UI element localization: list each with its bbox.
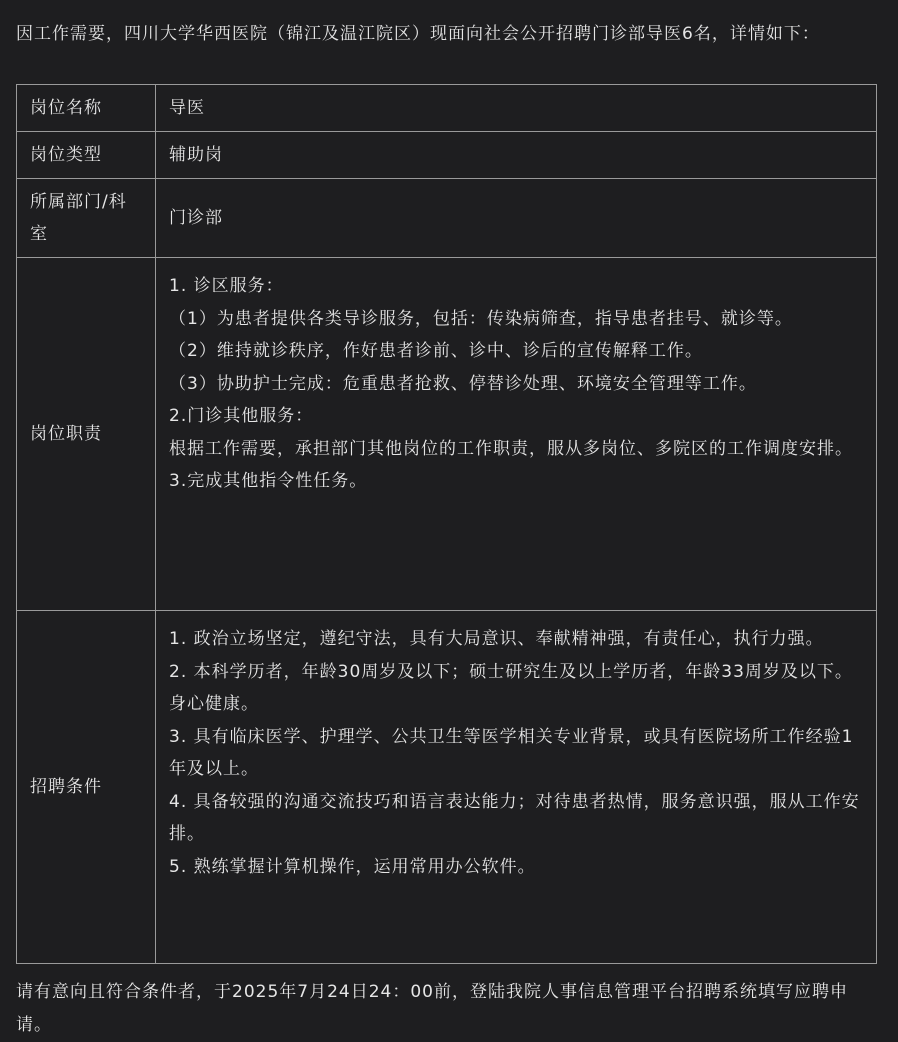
department-label: 所属部门/科室 bbox=[17, 179, 156, 258]
requirement-line: 5. 熟练掌握计算机操作，运用常用办公软件。 bbox=[169, 856, 536, 877]
position-info-table bbox=[16, 84, 877, 964]
position-name-label: 岗位名称 bbox=[17, 85, 156, 132]
table-row bbox=[17, 85, 877, 132]
duties-value bbox=[156, 258, 877, 611]
table-row bbox=[17, 258, 877, 611]
duty-line: 1. 诊区服务： bbox=[169, 276, 284, 296]
table-row bbox=[17, 132, 877, 179]
requirement-line: 1. 政治立场坚定，遵纪守法，具有大局意识、奉献精神强，有责任心，执行力强。 bbox=[169, 629, 824, 649]
duty-line: 3.完成其他指令性任务。 bbox=[169, 471, 368, 491]
table-row bbox=[17, 179, 877, 258]
intro-paragraph: 因工作需要，四川大学华西医院（锦江及温江院区）现面向社会公开招聘门诊部导医6名，详情如下： bbox=[16, 24, 820, 44]
requirement-line: 2. 本科学历者，年龄30周岁及以下；硕士研究生及以上学历者，年龄33周岁及以下。身心健康。 bbox=[169, 661, 853, 714]
duty-line: （1）为患者提供各类导诊服务，包括：传染病筛查，指导患者挂号、就诊等。 bbox=[169, 308, 793, 329]
requirements-label: 招聘条件 bbox=[17, 611, 156, 964]
department-value: 门诊部 bbox=[156, 179, 877, 258]
position-type-value: 辅助岗 bbox=[156, 132, 877, 179]
duty-line: （2）维持就诊秩序，作好患者诊前、诊中、诊后的宣传解释工作。 bbox=[169, 341, 703, 361]
duty-line: 根据工作需要，承担部门其他岗位的工作职责，服从多岗位、多院区的工作调度安排。 bbox=[169, 438, 853, 459]
duty-line: （3）协助护士完成：危重患者抢救、停替诊处理、环境安全管理等工作。 bbox=[169, 373, 757, 394]
duties-label: 岗位职责 bbox=[17, 258, 156, 611]
requirement-line: 4. 具备较强的沟通交流技巧和语言表达能力；对待患者热情，服务意识强，服从工作安排。 bbox=[169, 791, 860, 844]
duty-line: 2.门诊其他服务： bbox=[169, 406, 314, 426]
outro-paragraph: 请有意向且符合条件者，于2025年7月24日24：00前，登陆我院人事信息管理平台招聘系统填写应聘申请。 bbox=[16, 982, 848, 1035]
position-type-label: 岗位类型 bbox=[17, 132, 156, 179]
table-row bbox=[17, 611, 877, 964]
requirement-line: 3. 具有临床医学、护理学、公共卫生等医学相关专业背景，或具有医院场所工作经验1年及以上。 bbox=[169, 726, 854, 779]
position-name-value: 导医 bbox=[156, 85, 877, 132]
requirements-value bbox=[156, 611, 877, 964]
